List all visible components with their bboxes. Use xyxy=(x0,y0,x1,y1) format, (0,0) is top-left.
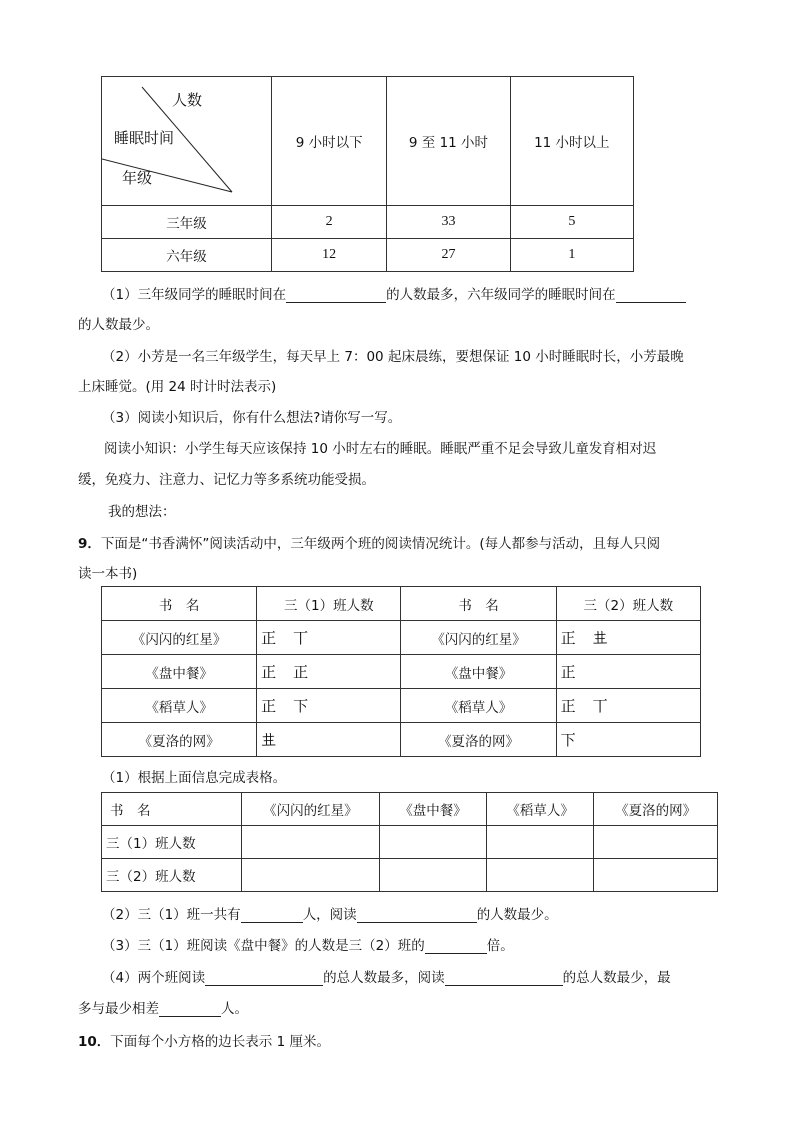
cell-value: 5 xyxy=(510,206,633,239)
fill-header: 书 名 xyxy=(102,793,242,826)
my-idea-label: 我的想法： xyxy=(108,504,176,520)
q10-number: 10． xyxy=(78,1034,111,1050)
q9-sub4 xyxy=(102,966,671,986)
q9-line1 xyxy=(78,532,660,552)
fill-table xyxy=(101,792,718,892)
q8-p3-line: （3）阅读小知识后，你有什么想法?请你写一写。 xyxy=(102,410,402,426)
tally-book: 《闪闪的红星》 xyxy=(102,621,257,655)
tally-header: 三（2）班人数 xyxy=(556,587,700,621)
q9-sub4-e: 人。 xyxy=(221,1001,248,1017)
tally-marks: 正 丅 xyxy=(257,621,401,655)
q9-number: 9． xyxy=(78,536,101,552)
tally-table xyxy=(101,586,701,757)
tally-marks: 下 xyxy=(556,723,700,757)
q10-text: 下面每个小方格的边长表示 1 厘米。 xyxy=(110,1034,330,1050)
fill-header: 《夏洛的网》 xyxy=(594,793,718,826)
answer-cell[interactable] xyxy=(487,826,594,859)
q9-sub1: （1）根据上面信息完成表格。 xyxy=(102,770,287,786)
fill-row-label: 三（2）班人数 xyxy=(102,859,242,892)
row-grade: 六年级 xyxy=(102,239,272,272)
sleep-table xyxy=(101,76,634,272)
q9-sub3-a: （3）三（1）班阅读《盘中餐》的人数是三（2）班的 xyxy=(102,938,425,954)
tally-book: 《闪闪的红星》 xyxy=(401,621,556,655)
q9-sub2-b: 人，阅读 xyxy=(302,907,357,923)
answer-cell[interactable] xyxy=(380,859,487,892)
diag-label-bottom: 年级 xyxy=(122,169,153,187)
q9-sub4-b: 的总人数最多，阅读 xyxy=(323,970,445,986)
tally-marks: 正 正 xyxy=(257,655,401,689)
q9-sub4-d: 多与最少相差 xyxy=(78,1001,159,1017)
answer-blank[interactable] xyxy=(357,908,477,923)
answer-blank[interactable] xyxy=(425,939,487,954)
fill-header: 《盘中餐》 xyxy=(380,793,487,826)
fill-header: 《稻草人》 xyxy=(487,793,594,826)
diag-label-mid: 睡眠时间 xyxy=(114,129,175,147)
tally-book: 《稻草人》 xyxy=(401,689,556,723)
tally-book: 《稻草人》 xyxy=(102,689,257,723)
tally-book: 《盘中餐》 xyxy=(102,655,257,689)
q9-sub2 xyxy=(102,903,558,923)
q8-p1-line2: 的人数最少。 xyxy=(78,317,159,333)
q8-p2-line: （2）小芳是一名三年级学生，每天早上 7：00 起床晨练，要想保证 10 小时睡眠时长，小芳最晚 xyxy=(102,349,684,365)
answer-blank[interactable] xyxy=(205,971,323,986)
q10-line xyxy=(78,1030,330,1050)
tally-marks: 正 xyxy=(556,655,700,689)
answer-cell[interactable] xyxy=(487,859,594,892)
q9-sub3 xyxy=(102,934,514,954)
tally-marks: 正 𠀎 xyxy=(556,621,700,655)
diag-label-top: 人数 xyxy=(172,91,203,109)
tally-book: 《夏洛的网》 xyxy=(401,723,556,757)
q9-sub2-a: （2）三（1）班一共有 xyxy=(102,907,241,923)
answer-cell[interactable] xyxy=(241,826,379,859)
cell-value: 27 xyxy=(387,239,510,272)
col-header-3: 11 小时以上 xyxy=(510,77,633,206)
diagonal-header-cell xyxy=(102,77,272,206)
q9-line2: 读一本书) xyxy=(78,566,138,582)
q8-p1-text-b: 的人数最多，六年级同学的睡眠时间在 xyxy=(386,287,616,303)
q9-sub4-a: （4）两个班阅读 xyxy=(102,970,206,986)
knowledge-line1: 阅读小知识：小学生每天应该保持 10 小时左右的睡眠。睡眠严重不足会导致儿童发育相对迟 xyxy=(104,441,657,457)
q8-p2-line2: 上床睡觉。(用 24 时计时法表示) xyxy=(78,379,277,395)
answer-blank[interactable] xyxy=(241,908,303,923)
q8-p1-line xyxy=(102,283,686,303)
answer-blank[interactable] xyxy=(159,1002,221,1017)
tally-header: 书 名 xyxy=(102,587,257,621)
fill-header: 《闪闪的红星》 xyxy=(241,793,379,826)
q9-sub3-b: 倍。 xyxy=(486,938,514,954)
cell-value: 1 xyxy=(510,239,633,272)
tally-marks: 正 丅 xyxy=(556,689,700,723)
answer-cell[interactable] xyxy=(380,826,487,859)
answer-cell[interactable] xyxy=(594,859,718,892)
q9-sub4-c: 的总人数最少，最 xyxy=(562,970,671,986)
tally-book: 《夏洛的网》 xyxy=(102,723,257,757)
q8-p1-text-a: （1）三年级同学的睡眠时间在 xyxy=(102,287,287,303)
answer-cell[interactable] xyxy=(241,859,379,892)
q9-sub2-c: 的人数最少。 xyxy=(476,907,558,923)
fill-row-label: 三（1）班人数 xyxy=(102,826,242,859)
cell-value: 12 xyxy=(271,239,386,272)
tally-marks: 𠀎 xyxy=(257,723,401,757)
answer-blank[interactable] xyxy=(616,288,686,303)
row-grade: 三年级 xyxy=(102,206,272,239)
answer-cell[interactable] xyxy=(594,826,718,859)
q9-text-a: 下面是“书香满怀”阅读活动中，三年级两个班的阅读情况统计。(每人都参与活动，且每人只阅 xyxy=(100,536,661,552)
answer-blank[interactable] xyxy=(286,288,386,303)
cell-value: 2 xyxy=(271,206,386,239)
tally-marks: 正 下 xyxy=(257,689,401,723)
q9-sub4-line2 xyxy=(78,997,248,1017)
tally-header: 三（1）班人数 xyxy=(257,587,401,621)
col-header-2: 9 至 11 小时 xyxy=(387,77,510,206)
knowledge-line2: 缓，免疫力、注意力、记忆力等多系统功能受损。 xyxy=(78,472,375,488)
col-header-1: 9 小时以下 xyxy=(271,77,386,206)
answer-blank[interactable] xyxy=(445,971,563,986)
cell-value: 33 xyxy=(387,206,510,239)
tally-header: 书 名 xyxy=(401,587,556,621)
tally-book: 《盘中餐》 xyxy=(401,655,556,689)
